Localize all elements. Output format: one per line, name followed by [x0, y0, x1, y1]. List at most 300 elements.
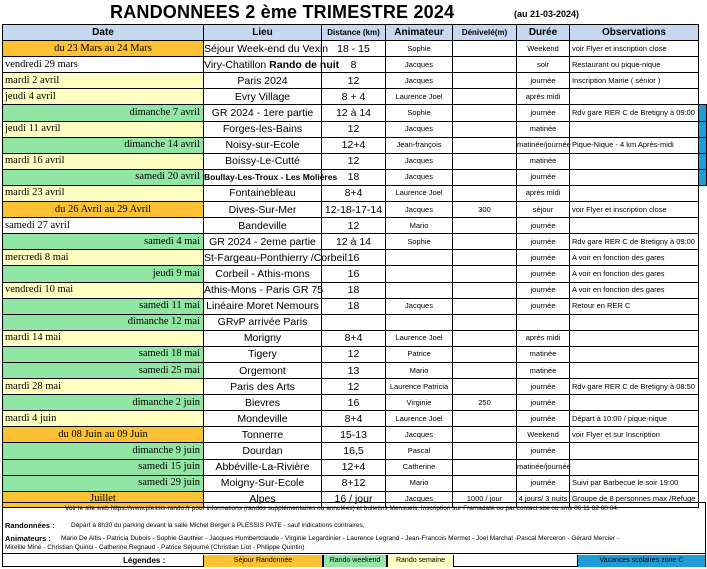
row-duree: après midi	[517, 185, 570, 201]
row-lieu-text: Bievres	[244, 396, 280, 409]
header-duree: Durée	[517, 25, 570, 41]
row-observations: Rdv gare RER C de Bretigny à 09:00	[570, 105, 699, 121]
row-lieu-text: Paris des Arts	[230, 380, 295, 393]
row-lieu	[204, 250, 347, 266]
row-lieu	[204, 41, 329, 57]
row-duree: journée	[517, 395, 570, 411]
row-vacances-marker	[699, 202, 707, 218]
row-lieu	[204, 411, 322, 427]
row-vacances-marker	[699, 250, 707, 266]
row-denivele	[453, 57, 517, 73]
row-observations	[570, 169, 699, 185]
row-vacances-marker	[699, 73, 707, 89]
row-distance: 18 - 15	[322, 41, 386, 57]
table-row	[3, 411, 707, 427]
row-animateur: Jean-françois	[386, 137, 453, 153]
row-vacances-marker	[699, 411, 707, 427]
row-vacances-marker	[699, 105, 707, 121]
row-distance: 12	[322, 346, 386, 362]
row-lieu-text: Séjour Week-end du Vexin	[204, 42, 329, 55]
page-title-bar	[0, 2, 707, 24]
row-distance: 16	[322, 395, 386, 411]
row-date: mardi 2 avril	[3, 73, 204, 89]
row-vacances-marker	[699, 346, 707, 362]
table-row	[3, 89, 707, 105]
row-vacances-marker	[699, 298, 707, 314]
table-row	[3, 153, 707, 169]
row-lieu-text: Corbeil - Athis-mons	[215, 267, 310, 280]
legend-vacances: Vacances scolaires zone C	[577, 555, 706, 567]
row-denivele	[453, 137, 517, 153]
row-animateur: Jacques	[386, 121, 453, 137]
row-duree: journée	[517, 379, 570, 395]
row-distance: 13	[322, 362, 386, 378]
row-vacances-marker	[699, 137, 707, 153]
row-observations	[570, 314, 699, 330]
row-observations: Pique-Nique - 4 km Après-midi	[570, 137, 699, 153]
row-lieu-text: Paris 2024	[237, 74, 288, 87]
row-duree: journée	[517, 250, 570, 266]
table-row	[3, 298, 707, 314]
table-row	[3, 362, 707, 378]
row-animateur: Catherine	[386, 459, 453, 475]
row-vacances-marker	[699, 234, 707, 250]
randonnees-text: Départ à 8h30 du parking devant la salle Michel Berger à PLESSIS PATE - sauf indications contraires,	[71, 522, 365, 529]
row-lieu-text: GR 2024 - 1ere partie	[211, 107, 314, 120]
row-lieu	[204, 475, 322, 491]
footer-panel	[2, 502, 706, 567]
row-lieu-text: Boissy-Le-Cutté	[225, 155, 300, 168]
schedule-body	[3, 41, 707, 508]
row-denivele	[453, 89, 517, 105]
row-denivele	[453, 234, 517, 250]
row-date: samedi 29 juin	[3, 475, 204, 491]
row-date: jeudi 11 avril	[3, 121, 204, 137]
animateurs-text-2: Mireille Miné - Christian Quinci - Catherine Regnaud - Patrice Séjourné (Christian Liot - Philippe Quintin)	[5, 544, 305, 551]
row-vacances-marker	[699, 443, 707, 459]
row-date: mercredi 8 mai	[3, 250, 204, 266]
row-distance: 12	[322, 73, 386, 89]
row-distance: 12+4	[322, 459, 386, 475]
row-duree: journée	[517, 282, 570, 298]
row-observations	[570, 185, 699, 201]
row-animateur: Mario	[386, 218, 453, 234]
row-denivele	[453, 121, 517, 137]
row-distance: 8 + 4	[322, 89, 386, 105]
row-lieu	[204, 314, 322, 330]
row-date: vendredi 29 mars	[3, 57, 204, 73]
legend	[3, 553, 705, 568]
row-denivele	[453, 362, 517, 378]
row-animateur: Sophie	[386, 234, 453, 250]
table-row	[3, 234, 707, 250]
row-animateur: Jacques	[386, 169, 453, 185]
row-denivele	[453, 105, 517, 121]
row-lieu	[204, 121, 322, 137]
table-row	[3, 121, 707, 137]
row-lieu-text: Tigery	[248, 348, 277, 361]
row-lieu	[204, 218, 322, 234]
row-lieu-text: Viry-Chatillon	[204, 58, 267, 71]
row-vacances-marker	[699, 57, 707, 73]
row-lieu-text: Moigny-Sur-Ecole	[220, 477, 305, 490]
header-date: Date	[3, 25, 204, 41]
row-lieu	[204, 427, 322, 443]
row-denivele	[453, 443, 517, 459]
row-lieu	[204, 89, 322, 105]
row-date: dimanche 2 juin	[3, 395, 204, 411]
row-animateur: Jacques	[386, 73, 453, 89]
row-observations: A voir en fonction des gares	[570, 266, 699, 282]
row-vacances-marker	[699, 266, 707, 282]
row-vacances-marker	[699, 153, 707, 169]
row-denivele: 250	[453, 395, 517, 411]
row-animateur: Laurence Joel	[386, 89, 453, 105]
row-animateur	[386, 266, 453, 282]
row-lieu-text: Evry Village	[234, 90, 291, 103]
row-duree: matinée	[517, 121, 570, 137]
row-date: dimanche 7 avril	[3, 105, 204, 121]
row-denivele	[453, 379, 517, 395]
table-row	[3, 459, 707, 475]
row-duree: matinée	[517, 346, 570, 362]
row-lieu-bold: Boullay-Les-Troux - Les Molières	[204, 172, 338, 183]
row-observations	[570, 459, 699, 475]
row-date: dimanche 9 juin	[3, 443, 204, 459]
row-lieu-text: Noisy-sur-Ecole	[225, 139, 300, 152]
row-distance: 8	[322, 57, 386, 73]
row-lieu	[204, 266, 322, 282]
row-date: jeudi 4 avril	[3, 89, 204, 105]
row-lieu	[204, 346, 322, 362]
row-animateur: Sophie	[386, 105, 453, 121]
update-date: (au 21-03-2024)	[514, 9, 580, 19]
table-row	[3, 250, 707, 266]
row-lieu-text: Orgemont	[239, 364, 286, 377]
row-observations: Groupe de 8 personnes max /Refuge	[570, 491, 699, 507]
row-lieu-bold: Rando de nuit	[266, 58, 340, 71]
row-animateur	[386, 250, 453, 266]
row-observations: Retour en RER C	[570, 298, 699, 314]
row-denivele	[453, 475, 517, 491]
row-date: du 23 Mars au 24 Mars	[3, 41, 204, 57]
row-lieu-text: St-Fargeau-Ponthierry /Corbeil	[204, 251, 347, 264]
row-observations: A voir en fonction des gares	[570, 250, 699, 266]
row-date: mardi 23 avril	[3, 185, 204, 201]
table-row	[3, 346, 707, 362]
row-distance: 16,5	[322, 443, 386, 459]
row-denivele: 300	[453, 202, 517, 218]
table-row	[3, 105, 707, 121]
row-observations: voir Flyer et inscription close	[570, 41, 699, 57]
row-duree: Weekend	[517, 41, 570, 57]
row-distance: 15-13	[322, 427, 386, 443]
row-duree: matinée	[517, 153, 570, 169]
table-row	[3, 395, 707, 411]
row-date: samedi 27 avril	[3, 218, 204, 234]
table-row	[3, 57, 707, 73]
row-date: mardi 4 juin	[3, 411, 204, 427]
row-distance: 12	[322, 218, 386, 234]
legend-sejour: Séjour Randonnée	[203, 555, 323, 567]
row-date: dimanche 14 avril	[3, 137, 204, 153]
header-lieu: Lieu	[204, 25, 322, 41]
row-animateur: Sophie	[386, 41, 453, 57]
table-row	[3, 202, 707, 218]
row-vacances-marker	[699, 185, 707, 201]
row-distance: 12+4	[322, 137, 386, 153]
row-vacances-marker	[699, 121, 707, 137]
row-vacances-marker	[699, 379, 707, 395]
table-row	[3, 218, 707, 234]
row-duree: journée	[517, 169, 570, 185]
row-animateur: Laurence Joel	[386, 330, 453, 346]
table-row	[3, 475, 707, 491]
row-date: vendredi 10 mai	[3, 282, 204, 298]
row-observations	[570, 153, 699, 169]
row-distance: 12 à 14	[322, 234, 386, 250]
table-row	[3, 185, 707, 201]
row-lieu-text: Athis-Mons - Paris GR 75	[204, 284, 324, 297]
row-denivele	[453, 153, 517, 169]
row-duree: journée	[517, 475, 570, 491]
row-animateur	[386, 282, 453, 298]
row-lieu-text: Morigny	[243, 332, 282, 345]
row-observations: Rdv gare RER C de Bretigny à 08:50	[570, 379, 699, 395]
row-denivele	[453, 411, 517, 427]
row-denivele	[453, 266, 517, 282]
table-row	[3, 73, 707, 89]
row-date: mardi 14 mai	[3, 330, 204, 346]
table-row	[3, 443, 707, 459]
animateurs-label: Animateurs :	[5, 534, 51, 543]
row-duree	[517, 314, 570, 330]
row-duree: matinée/journée	[517, 137, 570, 153]
row-observations: Suivi par Barbecue le soir 19:00	[570, 475, 699, 491]
row-lieu	[204, 153, 322, 169]
row-vacances-marker	[699, 362, 707, 378]
row-vacances-marker	[699, 314, 707, 330]
row-distance: 12 à 14	[322, 105, 386, 121]
legend-label: Légendes :	[123, 556, 166, 565]
row-distance: 8+4	[322, 330, 386, 346]
row-animateur: Pascal	[386, 443, 453, 459]
row-observations: A voir en fonction des gares	[570, 282, 699, 298]
row-vacances-marker	[699, 427, 707, 443]
table-row	[3, 41, 707, 57]
randonnees-label: Randonnées :	[5, 521, 55, 530]
table-row	[3, 427, 707, 443]
row-observations	[570, 395, 699, 411]
row-distance: 12	[322, 153, 386, 169]
row-duree: journée	[517, 73, 570, 89]
row-denivele	[453, 459, 517, 475]
row-distance: 16	[322, 250, 386, 266]
row-lieu	[204, 169, 338, 185]
row-animateur: Jacques	[386, 427, 453, 443]
animateurs-text-1: Mario De Altis - Patricia Dubois - Sophie Gauthier - Jacques Humbertclaude - Virginie Legardinier - Laurence Legrand - Jean-Francois Mermet - Joel Marchal -Pascal Merceron - Gérard Mercier -	[61, 535, 620, 542]
table-row	[3, 379, 707, 395]
row-lieu-text: Bandeville	[238, 219, 287, 232]
row-denivele	[453, 427, 517, 443]
table-row	[3, 282, 707, 298]
row-duree: matinée	[517, 362, 570, 378]
row-duree: après midi	[517, 330, 570, 346]
row-lieu-text: Dourdan	[242, 444, 283, 457]
row-observations	[570, 443, 699, 459]
row-denivele	[453, 314, 517, 330]
row-distance: 12	[322, 379, 386, 395]
table-row	[3, 266, 707, 282]
table-row	[3, 330, 707, 346]
row-distance: 18	[322, 282, 386, 298]
row-lieu-text: GRvP arrivée Paris	[217, 316, 308, 329]
row-distance: 12-18-17-14	[322, 202, 386, 218]
row-distance: 16	[322, 266, 386, 282]
legend-semaine: Rando semaine	[387, 555, 454, 567]
row-vacances-marker	[699, 218, 707, 234]
row-duree: journée	[517, 298, 570, 314]
schedule-table	[2, 24, 707, 508]
row-date: samedi 20 avril	[3, 169, 204, 185]
row-duree: journée	[517, 443, 570, 459]
row-distance: 8+12	[322, 475, 386, 491]
table-header-row	[3, 25, 707, 41]
row-denivele	[453, 185, 517, 201]
table-row	[3, 137, 707, 153]
row-lieu-text: Alpes	[249, 493, 276, 506]
page-title: RANDONNEES 2 ème TRIMESTRE 2024	[110, 2, 455, 22]
row-distance: 12	[322, 121, 386, 137]
row-animateur: Patrice	[386, 346, 453, 362]
row-distance: 8+4	[322, 411, 386, 427]
row-date: dimanche 12 mai	[3, 314, 204, 330]
table-row	[3, 169, 707, 185]
row-observations	[570, 89, 699, 105]
row-animateur: Jacques	[386, 153, 453, 169]
row-date: du 26 Avril au 29 Avril	[3, 202, 204, 218]
row-duree: journée	[517, 234, 570, 250]
row-vacances-marker	[699, 395, 707, 411]
row-lieu	[204, 234, 322, 250]
row-lieu	[204, 202, 322, 218]
row-lieu	[204, 330, 322, 346]
row-animateur	[386, 314, 453, 330]
row-distance: 18	[322, 169, 386, 185]
row-observations	[570, 121, 699, 137]
row-duree: journée	[517, 266, 570, 282]
row-denivele	[453, 73, 517, 89]
row-observations	[570, 218, 699, 234]
row-lieu	[204, 185, 322, 201]
header-distance: Distance (km)	[322, 25, 386, 41]
row-denivele: 1000 / jour	[453, 491, 517, 507]
row-lieu-text: Forges-les-Bains	[222, 123, 303, 136]
header-blank	[699, 25, 707, 41]
row-vacances-marker	[699, 330, 707, 346]
row-denivele	[453, 298, 517, 314]
row-duree: après midi	[517, 89, 570, 105]
row-denivele	[453, 346, 517, 362]
row-lieu-text: Linéaire Moret Nemours	[206, 300, 319, 313]
row-distance	[322, 314, 386, 330]
row-denivele	[453, 330, 517, 346]
row-distance: 18	[322, 298, 386, 314]
row-date: samedi 18 mai	[3, 346, 204, 362]
row-animateur: Laurence Patricia	[386, 379, 453, 395]
row-denivele	[453, 41, 517, 57]
row-lieu	[204, 298, 322, 314]
row-lieu	[204, 395, 322, 411]
row-vacances-marker	[699, 475, 707, 491]
row-date: du 08 Juin au 09 Juin	[3, 427, 204, 443]
row-denivele	[453, 250, 517, 266]
row-animateur: Mario	[386, 362, 453, 378]
row-observations: Rdv gare RER C de Bretigny à 09:00	[570, 234, 699, 250]
row-date: samedi 11 mai	[3, 298, 204, 314]
row-duree: Weekend	[517, 427, 570, 443]
row-animateur: Mario	[386, 475, 453, 491]
row-observations	[570, 346, 699, 362]
table-row	[3, 314, 707, 330]
row-duree: journée	[517, 105, 570, 121]
row-distance: 8+4	[322, 185, 386, 201]
row-lieu-text: Abbéville-La-Rivière	[215, 461, 310, 474]
row-lieu	[204, 57, 340, 73]
row-distance: 16 / jour	[322, 491, 386, 507]
row-date: samedi 25 mai	[3, 362, 204, 378]
row-lieu-text: Tonnerre	[241, 428, 284, 441]
row-duree: journée	[517, 218, 570, 234]
website-note: Voir le site web https://www.plessis-rando.fr pour informations (randos supplémentaires ou annulées) et bulletins Mensuels. Inscription sur Framadate ou par contact site ou sms 06 11 62 60 84.	[65, 505, 619, 512]
row-lieu	[204, 282, 322, 298]
row-lieu-text: GR 2024 - 2eme partie	[209, 235, 316, 248]
row-observations: Restaurant ou pique-nique	[570, 57, 699, 73]
row-vacances-marker	[699, 282, 707, 298]
row-observations: Inscription Mairie ( sénior )	[570, 73, 699, 89]
row-lieu	[204, 379, 322, 395]
row-animateur: Laurence Joel	[386, 185, 453, 201]
row-animateur: Jacques	[386, 202, 453, 218]
row-animateur: Virginie	[386, 395, 453, 411]
row-denivele	[453, 282, 517, 298]
row-animateur: Jacques	[386, 57, 453, 73]
row-observations: voir Flyer et sur Inscription	[570, 427, 699, 443]
row-denivele	[453, 218, 517, 234]
row-lieu-text: Dives-Sur-Mer	[228, 203, 297, 216]
row-lieu-text: Fontainebleau	[229, 187, 296, 200]
row-date: jeudi 9 mai	[3, 266, 204, 282]
row-animateur: Jacques	[386, 298, 453, 314]
row-animateur: Laurence Joel	[386, 411, 453, 427]
row-date: samedi 15 juin	[3, 459, 204, 475]
row-duree: journée	[517, 411, 570, 427]
row-duree: 4 jours/ 3 nuits	[517, 491, 570, 507]
row-lieu	[204, 137, 322, 153]
header-observations: Observations	[570, 25, 699, 41]
row-vacances-marker	[699, 169, 707, 185]
row-date: Juillet	[3, 491, 204, 507]
row-duree: séjour	[517, 202, 570, 218]
row-date: mardi 16 avril	[3, 153, 204, 169]
row-animateur: Jacques	[386, 491, 453, 507]
row-vacances-marker	[699, 459, 707, 475]
header-animateur: Animateur	[386, 25, 453, 41]
row-lieu	[204, 459, 322, 475]
row-vacances-marker	[699, 41, 707, 57]
row-lieu	[204, 73, 322, 89]
row-lieu	[204, 362, 322, 378]
